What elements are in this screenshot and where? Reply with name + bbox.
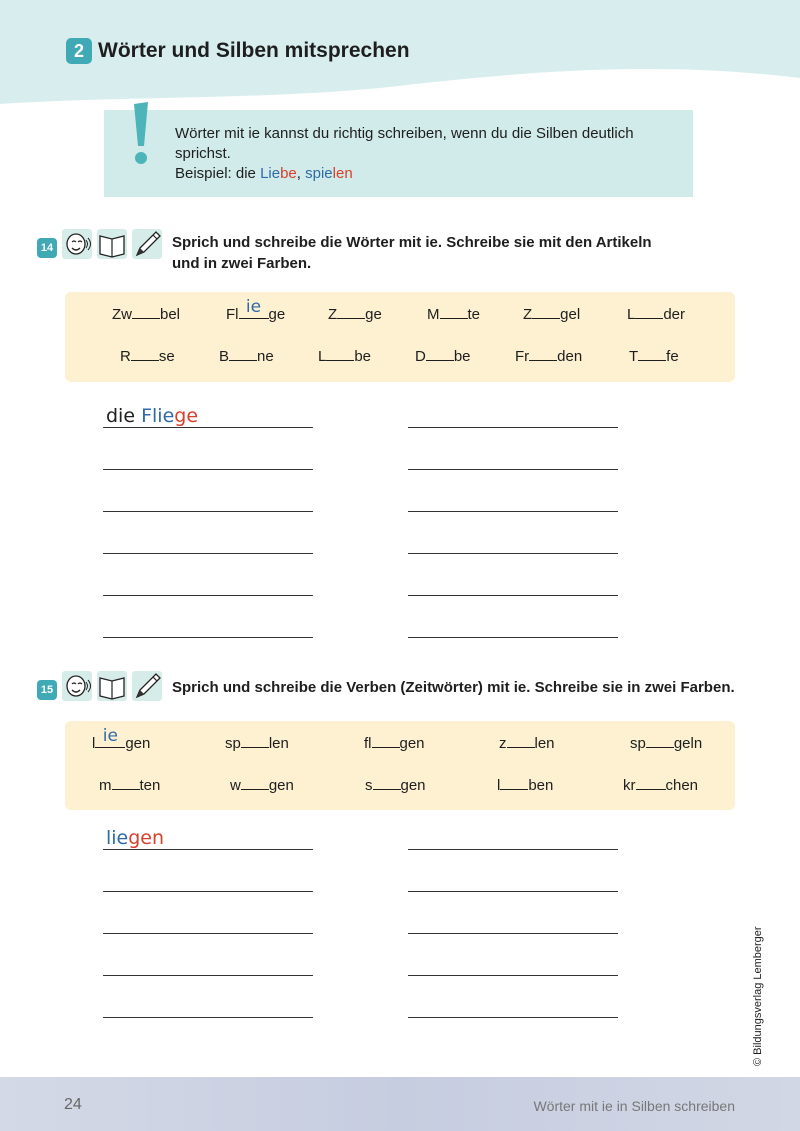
example-answer <box>106 405 198 427</box>
example-separator: , <box>296 165 306 182</box>
word-gap[interactable] <box>635 305 663 319</box>
syllable-blue: spie <box>305 165 333 182</box>
writing-line[interactable] <box>408 975 618 976</box>
gap-word <box>497 776 553 794</box>
writing-line[interactable] <box>103 469 313 470</box>
word-start: sp <box>630 735 646 752</box>
gap-word <box>328 305 382 323</box>
word-end: ge <box>365 306 382 323</box>
word-start: m <box>99 777 112 794</box>
writing-line[interactable] <box>408 849 618 850</box>
gap-word <box>226 297 286 323</box>
word-gap[interactable] <box>638 347 666 361</box>
word-end: fe <box>666 348 679 365</box>
word-start: Zw <box>112 306 132 323</box>
word-end: be <box>354 348 372 365</box>
gap-word <box>230 776 294 794</box>
word-start: s <box>365 777 373 794</box>
word-end: ge <box>268 306 286 323</box>
word-gap[interactable] <box>112 776 140 790</box>
writing-line[interactable] <box>103 553 313 554</box>
word-end: der <box>663 306 686 323</box>
writing-line[interactable] <box>103 595 313 596</box>
word-end: gen <box>268 777 294 794</box>
syllable-blue: Lie <box>260 165 281 182</box>
syllable-red: len <box>332 165 353 182</box>
writing-line[interactable] <box>408 891 618 892</box>
word-start: M <box>427 306 440 323</box>
page-number: 24 <box>64 1096 82 1113</box>
word-start: R <box>120 348 131 365</box>
writing-line[interactable] <box>103 849 313 850</box>
speak-icon <box>61 670 93 702</box>
writing-line[interactable] <box>103 933 313 934</box>
writing-line[interactable] <box>408 637 618 638</box>
syllable-red: gen <box>128 827 165 849</box>
example-prefix: Beispiel: die <box>175 165 261 182</box>
word-end: len <box>268 735 289 752</box>
section-heading <box>66 38 410 64</box>
writing-line[interactable] <box>103 1017 313 1018</box>
word-start: T <box>629 348 639 365</box>
word-end: len <box>534 735 555 752</box>
gap-word <box>112 305 180 323</box>
gap-word <box>515 347 582 365</box>
writing-line[interactable] <box>408 933 618 934</box>
gap-word <box>415 347 471 365</box>
word-end: bel <box>160 306 181 323</box>
gap-word <box>365 776 426 794</box>
gap-fill: ie <box>245 297 262 317</box>
rule-line-2: sprichst. <box>175 145 231 162</box>
writing-line[interactable] <box>408 427 618 428</box>
word-end: den <box>557 348 583 365</box>
writing-line[interactable] <box>408 595 618 596</box>
syllable-blue: Flie <box>141 405 175 427</box>
task-instruction <box>172 677 735 698</box>
word-start: B <box>219 348 230 365</box>
word-gap[interactable] <box>95 726 125 748</box>
word-start: Z <box>523 306 533 323</box>
word-start: L <box>627 306 636 323</box>
word-start: Z <box>328 306 338 323</box>
gap-word <box>99 776 160 794</box>
writing-line[interactable] <box>408 553 618 554</box>
word-start: l <box>92 735 96 752</box>
syllable-red: ge <box>174 405 199 427</box>
writing-line[interactable] <box>408 469 618 470</box>
gap-word <box>630 734 702 752</box>
word-gap[interactable] <box>326 347 354 361</box>
gap-word <box>627 305 685 323</box>
word-start: Fr <box>515 348 530 365</box>
section-number-badge: 2 <box>66 38 92 64</box>
syllable-red: be <box>280 165 297 182</box>
writing-line[interactable] <box>103 975 313 976</box>
gap-word <box>92 726 151 752</box>
example-article: die <box>106 405 142 427</box>
word-end: gen <box>400 777 426 794</box>
page-title: Wörter und Silben mitsprechen <box>98 39 410 62</box>
task-number-badge: 14 <box>37 238 57 258</box>
word-start: D <box>415 348 426 365</box>
exclamation-icon <box>126 100 154 170</box>
gap-word <box>318 347 371 365</box>
word-gap[interactable] <box>646 734 674 748</box>
writing-line[interactable] <box>408 1017 618 1018</box>
writing-line[interactable] <box>103 891 313 892</box>
syllable-blue: lie <box>106 827 129 849</box>
instruction-line-2: und in zwei Farben. <box>172 255 312 272</box>
copyright-notice: © Bildungsverlag Lemberger <box>752 926 764 1066</box>
gap-word <box>219 347 274 365</box>
rule-example <box>175 164 685 184</box>
word-gap[interactable] <box>372 734 400 748</box>
word-end: be <box>453 348 471 365</box>
word-gap[interactable] <box>229 347 257 361</box>
word-start: fl <box>364 735 372 752</box>
word-end: gel <box>560 306 581 323</box>
word-end: ben <box>528 777 554 794</box>
pencil-icon <box>131 670 163 702</box>
task-icons <box>61 670 166 702</box>
instruction-line-1: Sprich und schreibe die Verben (Zeitwörter) mit ie. Schreibe sie in zwei Farben. <box>172 679 735 696</box>
word-end: gen <box>125 735 151 752</box>
writing-line[interactable] <box>408 511 618 512</box>
word-start: z <box>499 735 507 752</box>
gap-word <box>623 776 698 794</box>
speak-icon <box>61 228 93 260</box>
word-start: l <box>497 777 501 794</box>
word-start: kr <box>623 777 636 794</box>
word-box-15 <box>65 721 735 810</box>
word-gap[interactable] <box>373 776 401 790</box>
task-instruction <box>172 232 652 274</box>
gap-word <box>499 734 555 752</box>
word-gap[interactable] <box>132 305 160 319</box>
gap-word <box>225 734 289 752</box>
word-gap[interactable] <box>337 305 365 319</box>
footer-title: Wörter mit ie in Silben schreiben <box>533 1098 735 1114</box>
word-end: se <box>158 348 175 365</box>
gap-word <box>120 347 175 365</box>
word-start: w <box>230 777 241 794</box>
writing-line[interactable] <box>103 637 313 638</box>
word-gap[interactable] <box>239 297 269 319</box>
word-gap[interactable] <box>426 347 454 361</box>
task-number-badge: 15 <box>37 680 57 700</box>
word-end: gen <box>399 735 425 752</box>
word-gap[interactable] <box>241 734 269 748</box>
word-gap[interactable] <box>507 734 535 748</box>
pencil-icon <box>131 228 163 260</box>
gap-fill: ie <box>102 726 118 746</box>
word-start: L <box>318 348 327 365</box>
word-gap[interactable] <box>532 305 560 319</box>
word-end: te <box>467 306 481 323</box>
word-gap[interactable] <box>529 347 557 361</box>
rule-line-1: Wörter mit ie kannst du richtig schreiben, wenn du die Silben deutlich <box>175 125 634 142</box>
writing-line[interactable] <box>103 511 313 512</box>
word-gap[interactable] <box>636 776 666 790</box>
book-icon <box>96 670 128 702</box>
word-box-14 <box>65 292 735 382</box>
rule-text <box>175 124 685 184</box>
instruction-line-1: Sprich und schreibe die Wörter mit ie. Schreibe sie mit den Artikeln <box>172 234 652 251</box>
word-gap[interactable] <box>500 776 528 790</box>
task-icons <box>61 228 166 260</box>
gap-word <box>364 734 425 752</box>
task-15-header <box>37 674 735 702</box>
word-gap[interactable] <box>241 776 269 790</box>
book-icon <box>96 228 128 260</box>
word-start: sp <box>225 735 241 752</box>
writing-line[interactable] <box>103 427 313 428</box>
word-end: ne <box>257 348 274 365</box>
gap-word <box>523 305 580 323</box>
word-gap[interactable] <box>440 305 468 319</box>
gap-word <box>427 305 480 323</box>
example-answer <box>106 827 164 849</box>
task-14-header <box>37 232 652 274</box>
word-start: Fl <box>226 306 239 323</box>
gap-word <box>629 347 679 365</box>
word-end: geln <box>673 735 703 752</box>
word-gap[interactable] <box>131 347 159 361</box>
word-end: ten <box>139 777 161 794</box>
word-end: chen <box>665 777 699 794</box>
